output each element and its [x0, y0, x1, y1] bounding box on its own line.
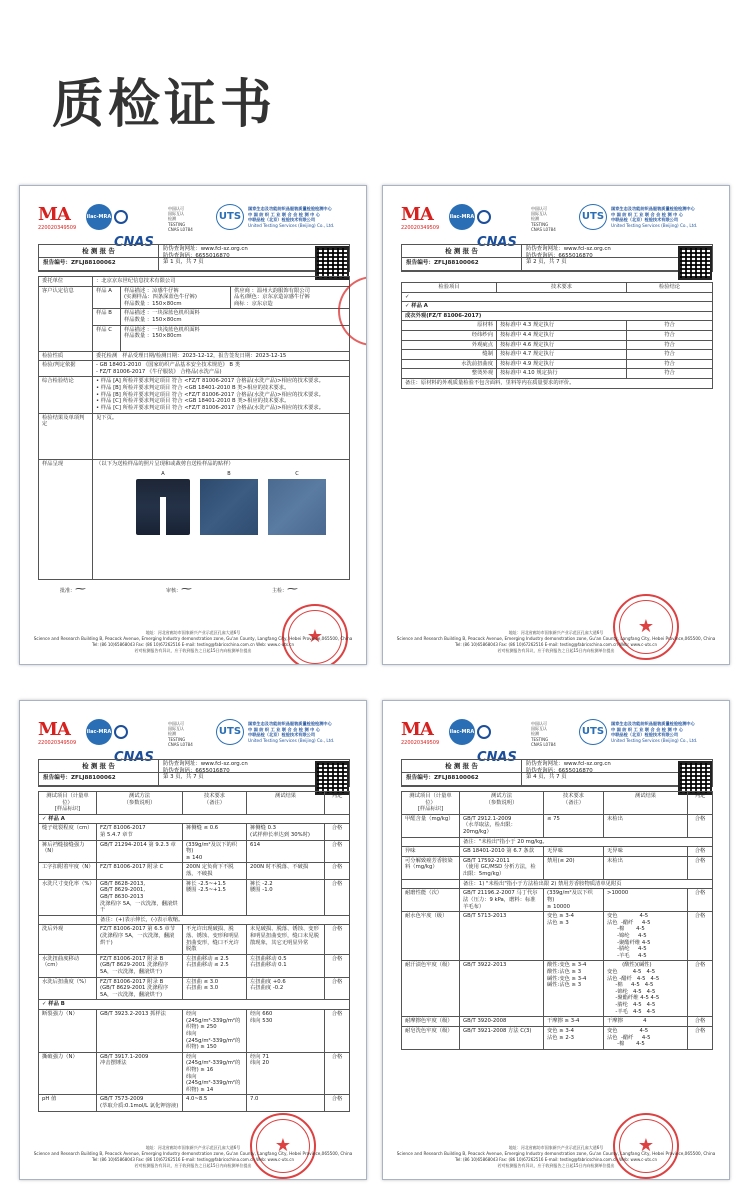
table-row: 备注：(+)表示伸长，(-)表示收缩。 [39, 915, 350, 925]
report-2-table: 检验项目 技术要求 检验结论 ✓ ✓ 样品 A 成衣外观(FZ/T 81006-2017) 原材料 按标准中 4.3 规定执行 符合 经纬纱向 按标准中 4.4 规定执行 符合 外观疵点 按标准中 4.6 规定执行 符合 缝制 按标准中 4.7 规定执行 符合 水洗前扭曲度 按标准中 4.9 规定执行 符合 整烫外观 按标准中 4.10 规定执行 符合 备注：原材料的外观质量检验不包含面料，里料等内在质量要求的评价。 [401, 282, 713, 389]
table-row: 断裂强力（N） GB/T 3923.2-2013 抓样法 经向(245g/m²-339g/m²的织物) ≥ 250 纬向(245g/m²-339g/m²的织物) ≥ 150 经向 660 纬向 530 合格 [39, 1010, 350, 1053]
sample-b-photo [200, 479, 258, 535]
red-stamp: ★ [282, 604, 348, 665]
table-row: 水洗扭曲度移动（cm） FZ/T 81006-2017 附录 B (GB/T 8629-2001 洗涤程序 5A，一次洗涤，翻滚烘干) 左扭曲移动 ≤ 2.5 右扭曲移动 ≤ 2.5 左扭曲移动 0.5 右扭曲移动 0.1 合格 [39, 954, 350, 977]
report-page-2 [382, 185, 730, 665]
report-header: 检 测 报 告 防伪查询网址：www.fcl-sz.org.cn 防伪查询码：6655016870 报告编号：ZFLJ88100062 第 3 页，共 7 页 [38, 759, 350, 787]
table-row: 异味 GB 18401-2010 第 6.7 条款 无异味 无异味 合格 [402, 847, 713, 857]
report-footer: 地址：河北省廊坊市国家新兴产业示范区孔雀大道6号 Science and Research Building B, Peacock Avenue, Emerging Industry demonstration zone, Gu'an County, Langfang City, Hebei Province,065500, China Tel: (86 10)65868043 Fax: (86 10)67262516 E-mail: testing@fabricschina.com.cn Web: www.c-uts.cn 若对检测报告有异议，应于收到报告之日起15日内向检测单位提出 [33, 629, 353, 653]
red-stamp: ★ [250, 1113, 316, 1179]
table-row: 耐皂洗色牢度（级） GB/T 3921-2008 方法 C(3) 变色 ≥ 3-4 沾色 ≥ 2-3 变色 4-5 沾色 -醋纤 4-5 -棉 4-5 合格 [402, 1026, 713, 1049]
table-row: 耐摩擦色牢度（级） GB/T 3920-2008 干摩擦 ≥ 3-4 干摩擦 4 合格 [402, 1017, 713, 1027]
cnas-subtext: 中国认可 国际互认 检测 TESTING CNAS L0784 [168, 721, 193, 747]
table-row: 水洗后扭曲度（%） FZ/T 81006-2017 附录 B (GB/T 8629-2001 洗涤程序 5A，一次洗涤，翻滚烘干) 左扭曲 ≤ 3.0 右扭曲 ≤ 3.0 左扭曲度 +0.6 右扭曲度 -0.2 合格 [39, 977, 350, 1000]
report-footer: 地址：河北省廊坊市国家新兴产业示范区孔雀大道6号 Science and Research Building B, Peacock Avenue, Emerging Industry demonstration zone, Gu'an County, Langfang City, Hebei Province,065500, China Tel: (86 10)65868043 Fax: (86 10)67262516 E-mail: testing@fabricschina.com.cn Web: www.c-uts.cn 若对检测报告有异议，应于收到报告之日起15日内向检测单位提出 [396, 629, 716, 653]
qr-code [678, 246, 712, 280]
report-page-3 [19, 700, 367, 1180]
sample-a-photo [136, 479, 190, 535]
page-title: 质检证书 [52, 75, 277, 135]
red-stamp: ★ [613, 1113, 679, 1179]
uts-logo: UTS [579, 719, 607, 745]
report-logos [401, 200, 713, 250]
table-row: 缝子纰裂程度（cm） FZ/T 81006-2017 第 5.4.7 章节 裤侧缝 ≤ 0.6 裤侧缝 0.3 (试样伸长率达到 30%时) 合格 [39, 824, 350, 840]
table-row: 工字扣附着牢度（N） FZ/T 81006-2017 附录 C 200N 定负荷下不脱落，不破损 200N 时不脱落、不破损 合格 [39, 863, 350, 879]
table-row: 外观疵点 按标准中 4.6 规定执行 符合 [402, 340, 713, 350]
table-row: 洗后外观 FZ/T 81006-2017 第 6.5 章节 (洗涤程序 5A，一次洗涤，翻滚烘干) 不允许出现破损、脱落、锈蚀、变形和明显扭曲变形，缝口不允许脱散 未见破损、脱落、锈蚀、变形和明显扭曲变形，缝口未见脱散现象，其它无明显异常 合格 [39, 925, 350, 954]
report-3-table: 测试项目（计量单位） [样品标识] 测试方法 （参数说明） 技术要求 （备注） 测试结果 判定 ✓ 样品 A 缝子纰裂程度（cm） FZ/T 81006-2017 第 5.4.7 章节 裤侧缝 ≤ 0.6 裤侧缝 0.3 (试样伸长率达到 30%时) 合格 裤后裆缝接缝强力（N） GB/T 21294-2014 第 9.2.3 章 (339g/m²及以下的织物) ≥ 140 614 合格 工字扣附着牢度（N） FZ/T 81006-2017 附录 C 200N 定负荷下不脱落，不破损 200N 时不脱落、不破损 合格 水洗尺寸变化率（%） GB/T 8628-2013, GB/T 8629-2001, GB/T 8630-2013 洗涤程序 5A，一次洗涤，翻滚烘干 裤长 -2.5~+1.5 腰围 -2.5~+1.5 裤长 -2.2 腰围 -1.0 合格 备注：(+)表示伸长，(-)表示收缩。 洗后外观 FZ/T 81006-2017 第 6.5 章节 (洗涤程序 5A，一次洗涤，翻滚烘干) 不允许出现破损、脱落、锈蚀、变形和明显扭曲变形，缝口不允许脱散 未见破损、脱落、锈蚀、变形和明显扭曲变形，缝口未见脱散现象，其它无明显异常 合格 水洗扭曲度移动（cm） FZ/T 81006-2017 附录 B (GB/T 8629-2001 洗涤程序 5A，一次洗涤，翻滚烘干) 左扭曲移动 ≤ 2.5 右扭曲移动 ≤ 2.5 左扭曲移动 0.5 右扭曲移动 0.1 合格 水洗后扭曲度（%） FZ/T 81006-2017 附录 B (GB/T 8629-2001 洗涤程序 5A，一次洗涤，翻滚烘干) 左扭曲 ≤ 3.0 右扭曲 ≤ 3.0 左扭曲度 +0.6 右扭曲度 -0.2 合格 ✓ 样品 B 断裂强力（N） GB/T 3923.2-2013 抓样法 经向(245g/m²-339g/m²的织物) ≥ 250 纬向(245g/m²-339g/m²的织物) ≥ 150 经向 660 纬向 530 合格 撕破强力（N） GB/T 3917.1-2009 冲击摆锤法 经向(245g/m²-339g/m²的织物) ≥ 16 纬向(245g/m²-339g/m²的织物) ≥ 14 经向 71 纬向 20 合格 pH 值 GB/T 7573-2009 (萃取介质:0.1mol/L 氯化钾溶液) 4.0~8.5 7.0 合格 [38, 791, 350, 1112]
qr-code [315, 246, 349, 280]
ilac-logo: ilac-MRA [86, 719, 112, 745]
table-row: 原材料 按标准中 4.3 规定执行 符合 [402, 321, 713, 331]
cma-logo: MA 220020349509 [38, 719, 77, 746]
ilac-logo: ilac-MRA [449, 719, 475, 745]
org-name: 国家生态及功能纺织品服装质量检验检测中心 中 国 纺 织 工 业 联 合 会 检 测 中 心 中联品检（北京）检验技术有限公司 United Testing Services (Beijing) Co., Ltd. [248, 206, 335, 229]
table-row: 撕破强力（N） GB/T 3917.1-2009 冲击摆锤法 经向(245g/m²-339g/m²的织物) ≥ 16 纬向(245g/m²-339g/m²的织物) ≥ 14 经向 71 纬向 20 合格 [39, 1052, 350, 1095]
cma-logo: MA 220020349509 [401, 204, 440, 231]
uts-logo: UTS [216, 719, 244, 745]
report-header: 检 测 报 告 防伪查询网址：www.fcl-sz.org.cn 防伪查询码：6655016870 报告编号：ZFLJ88100062 第 2 页，共 7 页 [401, 244, 713, 272]
org-name: 国家生态及功能纺织品服装质量检验检测中心 中 国 纺 织 工 业 联 合 会 检 测 中 心 中联品检（北京）检验技术有限公司 United Testing Services (Beijing) Co., Ltd. [248, 721, 335, 744]
cnas-logo: CNAS [114, 204, 164, 230]
table-row: 水洗前扭曲度 按标准中 4.9 规定执行 符合 [402, 359, 713, 369]
signatures: 批准：⁓ 审核：⁓ 主检：⁓ [60, 582, 299, 596]
table-row: 整烫外观 按标准中 4.10 规定执行 符合 [402, 369, 713, 379]
ilac-logo: ilac-MRA [86, 204, 112, 230]
uts-logo: UTS [579, 204, 607, 230]
table-row: 裤后裆缝接缝强力（N） GB/T 21294-2014 第 9.2.3 章 (339g/m²及以下的织物) ≥ 140 614 合格 [39, 840, 350, 863]
sample-c-photo [268, 479, 326, 535]
ilac-logo: ilac-MRA [449, 204, 475, 230]
report-page-1 [19, 185, 367, 665]
table-row: 经纬纱向 按标准中 4.4 规定执行 符合 [402, 331, 713, 341]
uts-logo: UTS [216, 204, 244, 230]
table-row: 耐磨性能（次） GB/T 21196.2-2007 马丁代尔法（压力：9 kPa，磨料：标准羊毛布） (339g/m²及以下织物) ≥ 10000 >10000 合格 [402, 889, 713, 912]
report-footer: 地址：河北省廊坊市国家新兴产业示范区孔雀大道6号 Science and Research Building B, Peacock Avenue, Emerging Industry demonstration zone, Gu'an County, Langfang City, Hebei Province,065500, China Tel: (86 10)65868043 Fax: (86 10)67262516 E-mail: testing@fabricschina.com.cn Web: www.c-uts.cn 若对检测报告有异议，应于收到报告之日起15日内向检测单位提出 [33, 1144, 353, 1168]
cnas-logo: CNAS [114, 719, 164, 745]
table-row: 备注：1) "未检出"指小于方法检出限 2) 禁用芳香胺物质清单见附页 [402, 879, 713, 889]
report-page-4 [382, 700, 730, 1180]
table-row: 缝制 按标准中 4.7 规定执行 符合 [402, 350, 713, 360]
table-row: 可分解致癌芳香胺染料（mg/kg） GB/T 17592-2011 （使用 GC/MSD 分析方法，检出限：5mg/kg） 禁用(≤ 20) 未检出 合格 [402, 856, 713, 879]
org-name: 国家生态及功能纺织品服装质量检验检测中心 中 国 纺 织 工 业 联 合 会 检 测 中 心 中联品检（北京）检验技术有限公司 United Testing Services (Beijing) Co., Ltd. [611, 721, 698, 744]
qr-code [315, 761, 349, 795]
cnas-subtext: 中国认可 国际互认 检测 TESTING CNAS L0784 [531, 206, 556, 232]
report-header: 检 测 报 告 防伪查询网址：www.fcl-sz.org.cn 防伪查询码：6655016870 报告编号：ZFLJ88100062 第 4 页，共 7 页 [401, 759, 713, 787]
org-name: 国家生态及功能纺织品服装质量检验检测中心 中 国 纺 织 工 业 联 合 会 检 测 中 心 中联品检（北京）检验技术有限公司 United Testing Services (Beijing) Co., Ltd. [611, 206, 698, 229]
table-row: 备注："未检出"指小于 20 mg/kg。 [402, 837, 713, 847]
cnas-logo: CNAS [477, 719, 527, 745]
report-header: 检 测 报 告 防伪查询网址：www.fcl-sz.org.cn 防伪查询码：6655016870 报告编号：ZFLJ88100062 第 1 页，共 7 页 [38, 244, 350, 272]
report-logos [401, 715, 713, 765]
table-row: 耐水色牢度（级） GB/T 5713-2013 变色 ≥ 3-4 沾色 ≥ 3 变色 4-5 沾色 -醋纤 4-5 -棉 4-5 -锦纶 4-5 -聚酯纤维 4-5 -腈纶 4-5 -羊毛 4-5 合格 [402, 912, 713, 961]
cnas-subtext: 中国认可 国际互认 检测 TESTING CNAS L0784 [168, 206, 193, 232]
table-row: pH 值 GB/T 7573-2009 (萃取介质:0.1mol/L 氯化钾溶液) 4.0~8.5 7.0 合格 [39, 1095, 350, 1111]
table-row: 甲醛含量（mg/kg） GB/T 2912.1-2009 （水萃取法，检出限：20mg/kg） ≤ 75 未检出 合格 [402, 814, 713, 837]
table-row: 水洗尺寸变化率（%） GB/T 8628-2013, GB/T 8629-2001, GB/T 8630-2013 洗涤程序 5A，一次洗涤，翻滚烘干 裤长 -2.5~+1.5 腰围 -2.5~+1.5 裤长 -2.2 腰围 -1.0 合格 [39, 879, 350, 915]
red-stamp: ★ [613, 594, 679, 660]
report-logos [38, 715, 350, 765]
report-1-table: 委托单位 ：北京京东世纪信息技术有限公司 客户认定信息 样品 A 样品描述 ：凉感牛仔裤 (实测样品：四条深蓝色牛仔裤) 样品数量 ：150×80cm 供应商 ：温州大韵服饰有限公司 品名/颜色：京东京造凉感牛仔裤 商标 ：京东京造 样品 B 样品描述 ：一块深蓝色机织面料 样品数量 ：150×80cm 样品 C 样品描述 ：一块浅蓝色机织面料 样品数量 ：150×80cm 检验性质 委托检测 样品受理日期/检测日期：2023-12-12，报告签发日期：2023-12-15 检验/判定依据 - GB 18401-2010 《国家纺织产品基本安全技术规范》 B 类 - FZ/T 81006-2017 《牛仔服装》 合格品(水洗产品) 综合检验结论 • 样品 [A] 所检并要求判定项目 符合 <FZ/T 81006-2017 合格品(水洗产品)>相应的技术要求。 • 样品 [B] 所检并要求判定项目 符合 <GB 18401-2010 B 类>相应的技术要求。 • 样品 [B] 所检并要求判定项目 符合 <FZ/T 81006-2017 合格品(水洗产品)>相应的技术要求。 • 样品 [C] 所检并要求判定项目 符合 <GB 18401-2010 B 类>相应的技术要求。 • 样品 [C] 所检并要求判定项目 符合 <FZ/T 81006-2017 合格品(水洗产品)>相应的技术要求。 检验结果及单项判定 见下页。 样品呈现 （以下为送检样品的照片呈现和或裁剪自送检样品的贴样） A B C [38, 276, 350, 580]
cma-logo: MA 220020349509 [401, 719, 440, 746]
report-4-table: 测试项目（计量单位） [样品标识] 测试方法 （参数说明） 技术要求 （备注） 测试结果 判定 甲醛含量（mg/kg） GB/T 2912.1-2009 （水萃取法，检出限：20mg/kg） ≤ 75 未检出 合格 备注："未检出"指小于 20 mg/kg。 异味 GB 18401-2010 第 6.7 条款 无异味 无异味 合格 可分解致癌芳香胺染料（mg/kg） GB/T 17592-2011 （使用 GC/MSD 分析方法，检出限：5mg/kg） 禁用(≤ 20) 未检出 合格 备注：1) "未检出"指小于方法检出限 2) 禁用芳香胺物质清单见附页 耐磨性能（次） GB/T 21196.2-2007 马丁代尔法（压力：9 kPa，磨料：标准羊毛布） (339g/m²及以下织物) ≥ 10000 >10000 合格 耐水色牢度（级） GB/T 5713-2013 变色 ≥ 3-4 沾色 ≥ 3 变色 4-5 沾色 -醋纤 4-5 -棉 4-5 -锦纶 4-5 -聚酯纤维 4-5 -腈纶 4-5 -羊毛 4-5 合格 耐汗渍色牢度（级） GB/T 3922-2013 酸性:变色 ≥ 3-4 酸性:沾色 ≥ 3 碱性:变色 ≥ 3-4 碱性:沾色 ≥ 3 (酸性)(碱性) 变色 4-5 4-5 沾色 -醋纤 4-5 4-5 -棉 4-5 4-5 -锦纶 4-5 4-5 -聚酯纤维 4-5 4-5 -腈纶 4-5 4-5 -羊毛 4-5 4-5 合格 耐摩擦色牢度（级） GB/T 3920-2008 干摩擦 ≥ 3-4 干摩擦 4 合格 耐皂洗色牢度（级） GB/T 3921-2008 方法 C(3) 变色 ≥ 3-4 沾色 ≥ 2-3 变色 4-5 沾色 -醋纤 4-5 -棉 4-5 合格 [401, 791, 713, 1050]
cma-logo: MA 220020349509 [38, 204, 77, 231]
cnas-subtext: 中国认可 国际互认 检测 TESTING CNAS L0784 [531, 721, 556, 747]
report-logos [38, 200, 350, 250]
table-row: 耐汗渍色牢度（级） GB/T 3922-2013 酸性:变色 ≥ 3-4 酸性:沾色 ≥ 3 碱性:变色 ≥ 3-4 碱性:沾色 ≥ 3 (酸性)(碱性) 变色 4-5 4-5 沾色 -醋纤 4-5 4-5 -棉 4-5 4-5 -锦纶 4-5 4-5 -聚酯纤维 4-5 4-5 -腈纶 4-5 4-5 -羊毛 4-5 4-5 合格 [402, 961, 713, 1017]
report-footer: 地址：河北省廊坊市国家新兴产业示范区孔雀大道6号 Science and Research Building B, Peacock Avenue, Emerging Industry demonstration zone, Gu'an County, Langfang City, Hebei Province,065500, China Tel: (86 10)65868043 Fax: (86 10)67262516 E-mail: testing@fabricschina.com.cn Web: www.c-uts.cn 若对检测报告有异议，应于收到报告之日起15日内向检测单位提出 [396, 1144, 716, 1168]
cnas-logo: CNAS [477, 204, 527, 230]
qr-code [678, 761, 712, 795]
